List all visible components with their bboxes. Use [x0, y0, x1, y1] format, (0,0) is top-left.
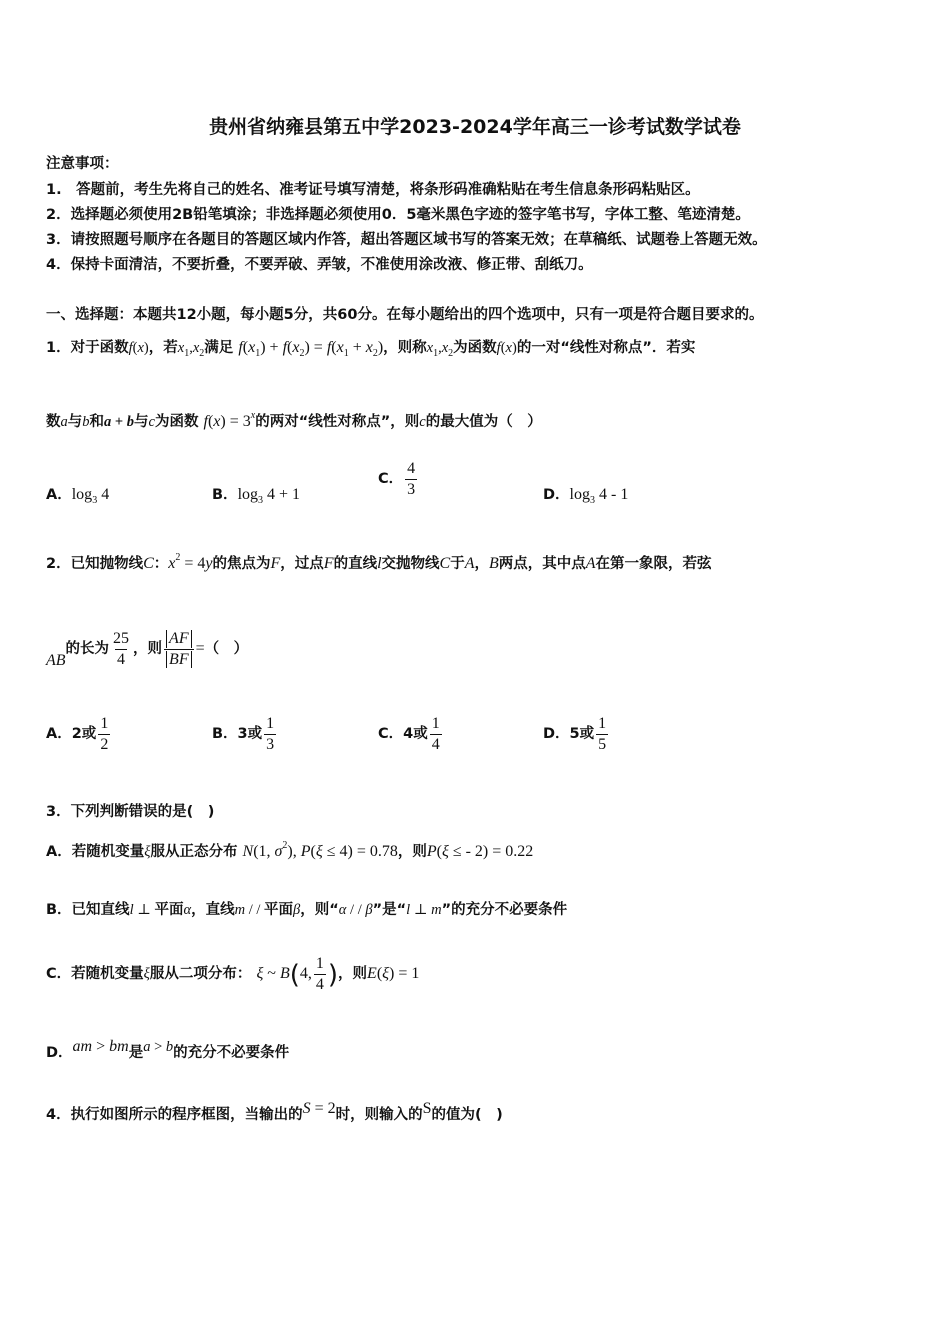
q1-option-a[interactable]: A．$\log_3 4$	[46, 486, 110, 506]
notice-item-2: 2．选择题必须使用2B铅笔填涂；非选择题必须使用0．5毫米黑色字迹的签字笔书写，字体工整、笔迹清楚。	[46, 207, 750, 223]
q3-option-c[interactable]: C．若随机变量ξ服从二项分布： ξ ~ B(4, $\frac{1}{4}$ )，则E(ξ) = 1	[46, 955, 420, 993]
q3-option-a[interactable]: A．若随机变量ξ服从正态分布 N(1, $\sigma^2$), P(ξ ≤ 4) = 0.78，则P(ξ ≤ - 2) = 0.22	[46, 840, 534, 860]
question-2-line-2: AB的长为 $\frac{25}{4}$ ，则 $\frac{AF}{BF}$ =（ ）	[46, 630, 249, 670]
q2-option-b[interactable]: B．3或 $\frac{1}{3}$	[212, 715, 275, 753]
question-2-line-1: 2．已知抛物线C：$x^2 = 4y$的焦点为F，过点F的直线l交抛物线C于A，B两点，其中点A在第一象限，若弦	[46, 552, 712, 572]
notice-heading: 注意事项：	[46, 156, 119, 172]
notice-item-4: 4．保持卡面清洁，不要折叠，不要弄破、弄皱，不准使用涂改液、修正带、刮纸刀。	[46, 257, 593, 273]
notice-item-1: 1. 答题前，考生先将自己的姓名、准考证号填写清楚，将条形码准确粘贴在考生信息条形码粘贴区。	[46, 182, 700, 198]
notice-item-3: 3．请按照题号顺序在各题目的答题区域内作答，超出答题区域书写的答案无效；在草稿纸、试题卷上答题无效。	[46, 232, 767, 248]
section-heading: 一、选择题：本题共12小题，每小题5分，共60分。在每小题给出的四个选项中，只有一项是符合题目要求的。	[46, 307, 764, 323]
question-4-stem: 4．执行如图所示的程序框图，当输出的S = 2时，则输入的S的值为( )	[46, 1100, 503, 1123]
question-1-line-1: 1．对于函数f(x)，若$x_1,x_2$满足 $f(x_1) + f(x_2) = f(x_1 + x_2)$，则称$x_1,x_2$为函数f(x)的一对“线性对称点”．若实	[46, 339, 696, 359]
q3-option-d[interactable]: D．am > bm是a > b的充分不必要条件	[46, 1038, 290, 1061]
q3-option-b[interactable]: B．已知直线l ⊥ 平面α，直线m / / 平面β，则“α / / β”是“l ⊥ m”的充分不必要条件	[46, 902, 568, 918]
question-1-line-2: 数a与b和a + b与c为函数 $f(x) = 3^x$的两对“线性对称点”，则c的最大值为（ ）	[46, 410, 542, 430]
q1-option-d[interactable]: D．$\log_3 4 - 1$	[543, 486, 629, 506]
q1-option-c[interactable]: C． $\frac{4}{3}$	[378, 460, 416, 498]
question-3-stem: 3．下列判断错误的是( )	[46, 804, 215, 820]
q2-option-d[interactable]: D．5或 $\frac{1}{5}$	[543, 715, 607, 753]
q1-option-b[interactable]: B．$\log_3 4 + 1$	[212, 486, 301, 506]
q2-option-c[interactable]: C．4或 $\frac{1}{4}$	[378, 715, 440, 753]
page-title: 贵州省纳雍县第五中学2023-2024学年高三一诊考试数学试卷	[209, 116, 741, 138]
q2-option-a[interactable]: A．2或 $\frac{1}{2}$	[46, 715, 109, 753]
